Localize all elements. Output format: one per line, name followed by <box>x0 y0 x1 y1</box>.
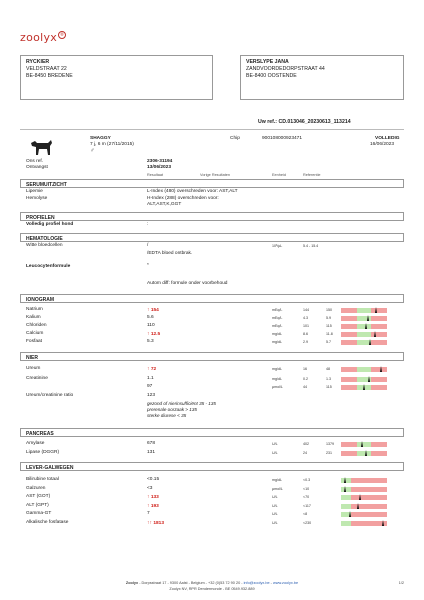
vet-street: ZANDVOORDEDORPSTRAAT 44 <box>246 66 325 72</box>
up-arrow-icon: ↑ <box>147 307 150 313</box>
chip-label: Chip <box>230 136 240 141</box>
lever-ref: <230 <box>303 521 312 525</box>
lever-unit: U/L <box>272 495 278 499</box>
up-arrow-icon: ↑ <box>147 366 150 372</box>
vet-ref-label: Uw ref.: <box>258 119 278 125</box>
ion-unit: mEq/L <box>272 308 283 312</box>
ion-ref-lo: 4.3 <box>303 316 308 320</box>
range-marker <box>374 331 376 337</box>
lever-unit: U/L <box>272 512 278 516</box>
section-pancreas: PANCREAS <box>20 428 404 437</box>
range-bar <box>341 385 387 390</box>
footer-line-2: Zoolyx NV, RPR Dendermonde - BE 0549.932.889 <box>169 587 255 591</box>
footer-web-link[interactable]: www.zoolyx.be <box>272 581 299 585</box>
ion-unit: mg/dL <box>272 340 282 344</box>
range-bar <box>341 377 387 382</box>
leuco-label: Leucocytenformule <box>26 264 71 269</box>
lever-value-text: 133 <box>150 495 159 500</box>
creatinine-unit-umol: µmol/L <box>272 385 283 389</box>
lever-value <box>147 503 159 510</box>
lipemie-label: Lipemie <box>26 189 43 194</box>
hemolyse-value-1: H-Index (288) overschreden voor: <box>147 196 219 201</box>
lever-unit: mg/dL <box>272 478 282 482</box>
range-marker <box>367 315 369 321</box>
lever-value <box>147 494 159 501</box>
pancreas-ref-hi: 231 <box>326 451 332 455</box>
report-status: VOLLEDIG <box>375 136 400 141</box>
ratio-note: prerenale oorzaak > 135 <box>147 407 197 412</box>
ion-ref-hi: 115 <box>326 324 332 328</box>
range-bar <box>341 316 387 321</box>
ion-name: Natrium <box>26 307 43 312</box>
range-marker <box>344 477 346 483</box>
creatinine-ref-hi: 1.3 <box>326 377 331 381</box>
lever-ref: <117 <box>303 504 311 508</box>
ureum-ref-lo: 16 <box>303 367 307 371</box>
ratio-note: gezond of nierinsufficiënt 35 - 135 <box>147 401 216 406</box>
ion-value-text: 154 <box>150 308 159 313</box>
ion-ref-lo: 144 <box>303 308 309 312</box>
ion-value <box>147 331 160 338</box>
ratio-value: 123 <box>147 393 156 398</box>
ion-ref-hi: 5.7 <box>326 340 331 344</box>
ureum-label: Ureum <box>26 366 41 371</box>
ion-ref-hi: 11.8 <box>326 332 333 336</box>
lever-ref: <0.3 <box>303 478 311 482</box>
footer-sep: - <box>269 581 273 585</box>
ion-ref-lo: 8.6 <box>303 332 308 336</box>
ons-ref-value: 2306-31194 <box>147 159 173 164</box>
creatinine-umol-ref-hi: 115 <box>326 385 332 389</box>
lever-name: Galzuren <box>26 486 46 491</box>
chip-value: 900108000923471 <box>262 136 303 141</box>
vet-reference <box>258 119 351 125</box>
ureum-ref-hi: 48 <box>326 367 330 371</box>
owner-address-block <box>20 55 213 100</box>
patient-age: 7 j, 6 m (27/11/2015) <box>90 142 134 147</box>
ion-ref-lo: 101 <box>303 324 309 328</box>
logo-text: zoolyx <box>20 31 58 44</box>
footer-address: - Dorpsstraat 17 - 9300 Aalst - Belgium - +32 (0)53 72 90 20 - <box>138 581 244 585</box>
section-ionogram: IONOGRAM <box>20 294 404 303</box>
range-bar <box>341 332 387 337</box>
col-resultaat: Resultaat <box>147 173 164 177</box>
lever-name: ALT (GPT) <box>26 503 49 508</box>
page-number: 1/2 <box>398 581 404 585</box>
owner-street: VELDSTRAAT 22 <box>26 66 67 72</box>
wbc-note: /EDTA bloed ontbrak. <box>147 251 193 256</box>
wbc-unit: 10³/µL <box>272 244 283 248</box>
range-marker <box>368 376 370 382</box>
pancreas-ref-lo: 24 <box>303 451 307 455</box>
ureum-unit: mg/dL <box>272 367 282 371</box>
range-bar <box>341 451 387 456</box>
range-bar <box>341 521 387 526</box>
pancreas-name: Amylase <box>26 441 45 446</box>
creatinine-value-umol: 97 <box>147 384 153 389</box>
creatinine-umol-ref-lo: 44 <box>303 385 307 389</box>
range-bar <box>341 324 387 329</box>
hemolyse-label: Hemolyse <box>26 196 48 201</box>
ion-name: Chloriden <box>26 323 47 328</box>
vet-name: VERSLYPE JANA <box>246 59 289 65</box>
lever-name: AST (GOT) <box>26 494 51 499</box>
zoolyx-logo <box>20 31 66 44</box>
range-bar <box>341 478 387 483</box>
footer-email-link[interactable]: info@zoolyx.be <box>243 581 270 585</box>
range-marker <box>349 511 351 517</box>
ion-unit: mg/dL <box>272 332 282 336</box>
ratio-label: Ureum/creatinine ratio <box>26 393 74 398</box>
owner-name: RYCKIER <box>26 59 50 65</box>
lever-name: Bilirubine totaal <box>26 477 59 482</box>
range-marker <box>363 384 365 390</box>
range-bar <box>341 495 387 500</box>
pancreas-unit: U/L <box>272 442 278 446</box>
pancreas-ref-lo: 402 <box>303 442 309 446</box>
range-marker <box>344 486 346 492</box>
lever-value <box>147 520 164 527</box>
range-bar <box>341 487 387 492</box>
ratio-note: sterke diurese < 35 <box>147 413 187 418</box>
up-arrow-icon: ↑ <box>147 503 150 509</box>
range-bar <box>341 340 387 345</box>
lever-unit: µmol/L <box>272 487 283 491</box>
ion-name: Fosfaat <box>26 339 42 344</box>
logo-mark: ® <box>59 32 65 37</box>
ureum-value <box>147 366 156 373</box>
ureum-value-text: 72 <box>150 367 157 372</box>
pancreas-value: 131 <box>147 450 156 455</box>
ion-value <box>147 307 159 314</box>
range-marker <box>375 307 377 313</box>
creatinine-unit: mg/dL <box>272 377 282 381</box>
lever-name: Gamma-GT <box>26 511 52 516</box>
up-arrow-icon: ↑ <box>147 494 150 500</box>
range-marker <box>359 494 361 500</box>
lever-ref: <10 <box>303 487 310 491</box>
range-marker <box>365 450 367 456</box>
range-marker <box>382 520 384 526</box>
up-arrow-icon: ↑ <box>147 331 150 337</box>
wbc-ref: 5.4 - 15.4 <box>303 244 319 248</box>
range-marker <box>369 339 371 345</box>
footer-company: Zoolyx <box>125 581 139 585</box>
pancreas-value: 678 <box>147 441 156 446</box>
lever-value-text: 1813 <box>153 521 165 526</box>
section-profielen: PROFIELEN <box>20 212 404 221</box>
wbc-value: / <box>147 243 149 248</box>
range-bar <box>341 367 387 372</box>
divider <box>20 129 404 130</box>
ion-unit: mEq/L <box>272 324 283 328</box>
pancreas-ref-hi: 1379 <box>326 442 334 446</box>
ion-value: 110 <box>147 323 155 328</box>
footer-line-1 <box>0 581 424 585</box>
lever-value: 7 <box>147 511 150 516</box>
range-marker <box>357 503 359 509</box>
vet-city: BE-8400 OOSTENDE <box>246 73 297 79</box>
lever-unit: U/L <box>272 521 278 525</box>
range-bar <box>341 512 387 517</box>
ontvangst-value: 13/06/2023 <box>147 165 172 170</box>
ontvangst-label: Ontvangst <box>26 165 48 170</box>
section-nier: NIER <box>20 352 404 361</box>
range-marker <box>380 366 382 372</box>
leuco-note: Autom diff: formule onder voorbehoud <box>147 281 228 286</box>
up-arrow-icon: ↑↑ <box>147 520 152 526</box>
section-hematologie: HEMATOLOGIE <box>20 233 404 242</box>
owner-city: BE-8450 BREDENE <box>26 73 73 79</box>
profiel-label: Volledig profiel hond <box>26 222 74 227</box>
ion-value-text: 12.5 <box>150 332 161 337</box>
creatinine-label: Creatinine <box>26 376 48 381</box>
section-lever: LEVER-GALWEGEN <box>20 462 404 471</box>
wbc-label: Witte bloedcellen <box>26 243 63 248</box>
creatinine-ref-lo: 0.2 <box>303 377 308 381</box>
ion-unit: mEq/L <box>272 316 283 320</box>
leuco-value: * <box>147 263 149 268</box>
hemolyse-value-2: ALT,AST,K,GGT <box>147 202 182 207</box>
profiel-value: : <box>147 222 149 227</box>
section-serum: SERUMUITZICHT <box>20 179 404 188</box>
report-date: 16/06/2023 <box>370 142 395 147</box>
range-bar <box>341 442 387 447</box>
lever-name: Alkalische fosfatase <box>26 520 69 525</box>
lever-value-text: 193 <box>150 504 159 509</box>
ion-ref-lo: 2.9 <box>303 340 308 344</box>
lever-value: <3 <box>147 486 153 491</box>
ion-value: 5.6 <box>147 315 154 320</box>
lever-ref: <70 <box>303 495 310 499</box>
col-referentie: Referentie <box>303 173 321 177</box>
ion-ref-hi: 150 <box>326 308 332 312</box>
ion-name: Kalium <box>26 315 41 320</box>
lipemie-value: L-Index (480) overschreden voor: AST,ALT <box>147 189 238 194</box>
pancreas-unit: U/L <box>272 451 278 455</box>
ons-ref-label: Ons ref. <box>26 159 44 164</box>
range-marker <box>361 441 363 447</box>
vet-ref-value: CD.013046_20230613_113214 <box>278 119 351 125</box>
ion-ref-hi: 5.9 <box>326 316 331 320</box>
vet-address-block <box>240 55 404 100</box>
ion-name: Calcium <box>26 331 44 336</box>
dog-icon <box>28 137 54 157</box>
col-eenheid: Eenheid <box>272 173 286 177</box>
col-vorige: Vorige Resultaten <box>200 173 230 177</box>
patient-name: SHAGGY <box>90 136 111 141</box>
lever-ref: <8 <box>303 512 308 516</box>
range-bar <box>341 504 387 509</box>
pancreas-name: Lipase (DGGR) <box>26 450 60 455</box>
range-bar <box>341 308 387 313</box>
male-icon: ♂ <box>90 148 95 154</box>
ion-value: 5.3 <box>147 339 154 344</box>
range-marker <box>365 323 367 329</box>
lever-unit: U/L <box>272 504 278 508</box>
lever-value: <0.15 <box>147 477 160 482</box>
creatinine-value: 1.1 <box>147 376 154 381</box>
